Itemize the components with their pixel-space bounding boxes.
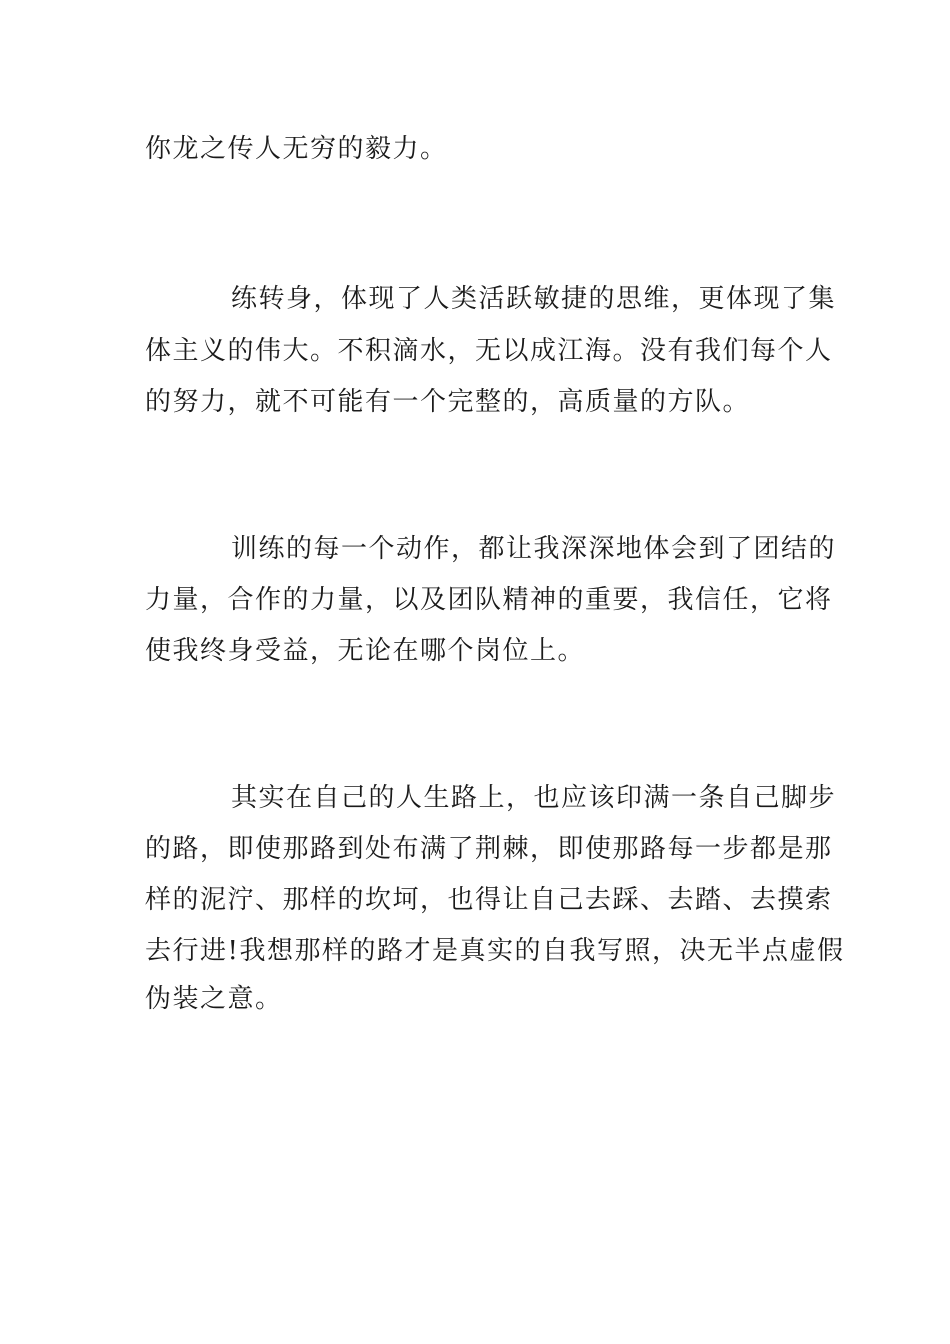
paragraph-3-line-1: 训练的每一个动作，都让我深深地体会到了团结的: [231, 534, 837, 564]
paragraph-1-line-1: 你龙之传人无穷的毅力。: [145, 134, 448, 164]
paragraph-4-line-3: 样的泥泞、那样的坎坷，也得让自己去踩、去踏、去摸索: [145, 885, 833, 915]
paragraph-2-line-1: 练转身，体现了人类活跃敏捷的思维，更体现了集: [231, 284, 837, 314]
paragraph-2-line-2: 体主义的伟大。不积滴水，无以成江海。没有我们每个人: [145, 336, 833, 366]
paragraph-4-line-1: 其实在自己的人生路上，也应该印满一条自己脚步: [231, 783, 837, 813]
paragraph-2-line-3: 的努力，就不可能有一个完整的，高质量的方队。: [145, 387, 751, 417]
paragraph-3-line-2: 力量，合作的力量，以及团队精神的重要，我信任，它将: [145, 585, 833, 615]
paragraph-4-line-4: 去行进!我想那样的路才是真实的自我写照，决无半点虚假: [145, 936, 845, 966]
paragraph-4-line-2: 的路，即使那路到处布满了荆棘，即使那路每一步都是那: [145, 834, 833, 864]
paragraph-4-line-5: 伪装之意。: [145, 984, 283, 1014]
paragraph-3-line-3: 使我终身受益，无论在哪个岗位上。: [145, 636, 586, 666]
